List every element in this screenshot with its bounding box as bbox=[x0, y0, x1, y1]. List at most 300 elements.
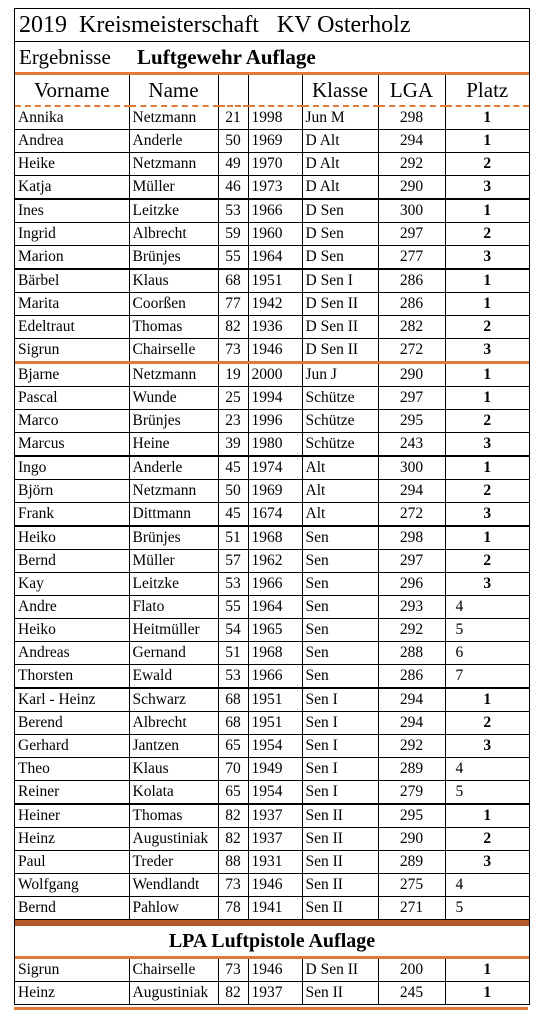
name-cell: Thomas bbox=[129, 316, 218, 339]
lga-score-cell: 295 bbox=[378, 804, 445, 828]
name-cell: Anderle bbox=[129, 456, 218, 480]
platz-cell: 1 bbox=[445, 106, 529, 130]
klasse-cell: Alt bbox=[302, 480, 378, 503]
subtitle-discipline: Luftgewehr Auflage bbox=[137, 45, 316, 69]
age-cell: 23 bbox=[218, 410, 248, 433]
age-cell: 45 bbox=[218, 456, 248, 480]
klasse-cell: D Alt bbox=[302, 176, 378, 200]
year-cell: 1966 bbox=[248, 199, 302, 223]
platz-cell: 7 bbox=[445, 665, 529, 689]
vorname-cell: Marion bbox=[15, 246, 129, 270]
klasse-cell: Sen I bbox=[302, 688, 378, 712]
klasse-cell: Sen bbox=[302, 550, 378, 573]
vorname-cell: Katja bbox=[15, 176, 129, 200]
platz-cell: 4 bbox=[445, 596, 529, 619]
vorname-cell: Thorsten bbox=[15, 665, 129, 689]
platz-cell: 2 bbox=[445, 223, 529, 246]
vorname-cell: Kay bbox=[15, 573, 129, 596]
platz-cell: 1 bbox=[445, 199, 529, 223]
table-row bbox=[15, 959, 529, 982]
klasse-cell: D Sen II bbox=[302, 316, 378, 339]
name-cell: Müller bbox=[129, 176, 218, 200]
age-cell: 65 bbox=[218, 735, 248, 758]
vorname-cell: Heinz bbox=[15, 828, 129, 851]
platz-cell: 1 bbox=[445, 456, 529, 480]
vorname-cell: Bjarne bbox=[15, 363, 129, 387]
col-header-klasse: Klasse bbox=[302, 75, 378, 106]
name-cell: Netzmann bbox=[129, 153, 218, 176]
klasse-cell: D Sen II bbox=[302, 293, 378, 316]
platz-cell: 3 bbox=[445, 851, 529, 874]
age-cell: 53 bbox=[218, 665, 248, 689]
klasse-cell: Sen bbox=[302, 665, 378, 689]
name-cell: Klaus bbox=[129, 269, 218, 293]
lga-score-cell: 290 bbox=[378, 176, 445, 200]
age-cell: 46 bbox=[218, 176, 248, 200]
table-row bbox=[15, 619, 529, 642]
lga-score-cell: 282 bbox=[378, 316, 445, 339]
name-cell: Gernand bbox=[129, 642, 218, 665]
klasse-cell: Sen II bbox=[302, 851, 378, 874]
name-cell: Ewald bbox=[129, 665, 218, 689]
year-cell: 1946 bbox=[248, 339, 302, 363]
table-row bbox=[15, 269, 529, 293]
platz-cell: 4 bbox=[445, 874, 529, 897]
table-row bbox=[15, 735, 529, 758]
table-row bbox=[15, 804, 529, 828]
vorname-cell: Marco bbox=[15, 410, 129, 433]
name-cell: Dittmann bbox=[129, 503, 218, 527]
page-title: 2019 Kreismeisterschaft KV Osterholz bbox=[15, 8, 529, 42]
vorname-cell: Wolfgang bbox=[15, 874, 129, 897]
lga-score-cell: 245 bbox=[378, 982, 445, 1005]
table-row bbox=[15, 199, 529, 223]
lga-score-cell: 294 bbox=[378, 130, 445, 153]
name-cell: Klaus bbox=[129, 758, 218, 781]
year-cell: 1994 bbox=[248, 387, 302, 410]
col-header-lga: LGA bbox=[378, 75, 445, 106]
vorname-cell: Bernd bbox=[15, 550, 129, 573]
name-cell: Chairselle bbox=[129, 959, 218, 982]
year-cell: 1968 bbox=[248, 642, 302, 665]
platz-cell: 3 bbox=[445, 573, 529, 596]
age-cell: 53 bbox=[218, 199, 248, 223]
klasse-cell: Jun M bbox=[302, 106, 378, 130]
lga-score-cell: 271 bbox=[378, 897, 445, 920]
year-cell: 1931 bbox=[248, 851, 302, 874]
year-cell: 1951 bbox=[248, 688, 302, 712]
year-cell: 1973 bbox=[248, 176, 302, 200]
age-cell: 21 bbox=[218, 106, 248, 130]
year-cell: 1970 bbox=[248, 153, 302, 176]
platz-cell: 5 bbox=[445, 619, 529, 642]
year-cell: 1960 bbox=[248, 223, 302, 246]
klasse-cell: Sen II bbox=[302, 828, 378, 851]
year-cell: 1964 bbox=[248, 596, 302, 619]
platz-cell: 1 bbox=[445, 387, 529, 410]
platz-cell: 1 bbox=[445, 363, 529, 387]
platz-cell: 5 bbox=[445, 781, 529, 805]
name-cell: Brünjes bbox=[129, 410, 218, 433]
klasse-cell: Sen II bbox=[302, 874, 378, 897]
platz-cell: 2 bbox=[445, 712, 529, 735]
name-cell: Netzmann bbox=[129, 363, 218, 387]
table-row bbox=[15, 712, 529, 735]
platz-cell: 3 bbox=[445, 339, 529, 363]
name-cell: Chairselle bbox=[129, 339, 218, 363]
klasse-cell: Schütze bbox=[302, 387, 378, 410]
vorname-cell: Berend bbox=[15, 712, 129, 735]
lga-score-cell: 298 bbox=[378, 526, 445, 550]
year-cell: 1974 bbox=[248, 456, 302, 480]
platz-cell: 1 bbox=[445, 982, 529, 1005]
klasse-cell: Sen bbox=[302, 619, 378, 642]
klasse-cell: D Alt bbox=[302, 153, 378, 176]
lga-score-cell: 286 bbox=[378, 293, 445, 316]
name-cell: Wunde bbox=[129, 387, 218, 410]
table-row bbox=[15, 106, 529, 130]
name-cell: Treder bbox=[129, 851, 218, 874]
klasse-cell: Sen I bbox=[302, 758, 378, 781]
table-row bbox=[15, 642, 529, 665]
table-row bbox=[15, 316, 529, 339]
lga-score-cell: 277 bbox=[378, 246, 445, 270]
table-row bbox=[15, 851, 529, 874]
age-cell: 50 bbox=[218, 130, 248, 153]
name-cell: Schwarz bbox=[129, 688, 218, 712]
lga-score-cell: 272 bbox=[378, 503, 445, 527]
table-row bbox=[15, 503, 529, 527]
year-cell: 1674 bbox=[248, 503, 302, 527]
lga-score-cell: 272 bbox=[378, 339, 445, 363]
year-cell: 1937 bbox=[248, 982, 302, 1005]
table-row bbox=[15, 665, 529, 689]
name-cell: Albrecht bbox=[129, 712, 218, 735]
year-cell: 2000 bbox=[248, 363, 302, 387]
vorname-cell: Gerhard bbox=[15, 735, 129, 758]
table-row bbox=[15, 410, 529, 433]
col-header-age bbox=[218, 75, 248, 106]
table-row bbox=[15, 781, 529, 805]
lpa-results-body bbox=[15, 959, 529, 1005]
platz-cell: 6 bbox=[445, 642, 529, 665]
name-cell: Netzmann bbox=[129, 106, 218, 130]
age-cell: 25 bbox=[218, 387, 248, 410]
vorname-cell: Pascal bbox=[15, 387, 129, 410]
platz-cell: 2 bbox=[445, 410, 529, 433]
year-cell: 1936 bbox=[248, 316, 302, 339]
year-cell: 1966 bbox=[248, 665, 302, 689]
lga-score-cell: 286 bbox=[378, 269, 445, 293]
results-sheet bbox=[14, 8, 530, 1005]
platz-cell: 2 bbox=[445, 153, 529, 176]
table-row bbox=[15, 688, 529, 712]
vorname-cell: Ines bbox=[15, 199, 129, 223]
age-cell: 68 bbox=[218, 688, 248, 712]
lga-score-cell: 294 bbox=[378, 688, 445, 712]
klasse-cell: D Alt bbox=[302, 130, 378, 153]
age-cell: 51 bbox=[218, 642, 248, 665]
lga-score-cell: 292 bbox=[378, 619, 445, 642]
vorname-cell: Frank bbox=[15, 503, 129, 527]
platz-cell: 2 bbox=[445, 316, 529, 339]
vorname-cell: Heiko bbox=[15, 619, 129, 642]
vorname-cell: Heiko bbox=[15, 526, 129, 550]
table-row bbox=[15, 339, 529, 363]
table-row bbox=[15, 874, 529, 897]
klasse-cell: Jun J bbox=[302, 363, 378, 387]
vorname-cell: Marcus bbox=[15, 433, 129, 457]
vorname-cell: Bärbel bbox=[15, 269, 129, 293]
platz-cell: 3 bbox=[445, 735, 529, 758]
age-cell: 50 bbox=[218, 480, 248, 503]
year-cell: 1968 bbox=[248, 526, 302, 550]
name-cell: Müller bbox=[129, 550, 218, 573]
year-cell: 1949 bbox=[248, 758, 302, 781]
name-cell: Pahlow bbox=[129, 897, 218, 920]
age-cell: 49 bbox=[218, 153, 248, 176]
vorname-cell: Heike bbox=[15, 153, 129, 176]
lga-score-cell: 290 bbox=[378, 363, 445, 387]
lga-results-table bbox=[15, 75, 529, 920]
age-cell: 78 bbox=[218, 897, 248, 920]
name-cell: Kolata bbox=[129, 781, 218, 805]
klasse-cell: Alt bbox=[302, 503, 378, 527]
platz-cell: 3 bbox=[445, 246, 529, 270]
vorname-cell: Heiner bbox=[15, 804, 129, 828]
lpa-section-title: LPA Luftpistole Auflage bbox=[15, 920, 529, 959]
name-cell: Brünjes bbox=[129, 526, 218, 550]
platz-cell: 2 bbox=[445, 828, 529, 851]
bottom-orange-rule bbox=[14, 1007, 528, 1010]
name-cell: Jantzen bbox=[129, 735, 218, 758]
lpa-results-table bbox=[15, 959, 529, 1005]
table-row bbox=[15, 363, 529, 387]
name-cell: Coorßen bbox=[129, 293, 218, 316]
year-cell: 1998 bbox=[248, 106, 302, 130]
table-row bbox=[15, 758, 529, 781]
table-row bbox=[15, 526, 529, 550]
platz-cell: 3 bbox=[445, 503, 529, 527]
year-cell: 1965 bbox=[248, 619, 302, 642]
klasse-cell: Alt bbox=[302, 456, 378, 480]
klasse-cell: D Sen II bbox=[302, 959, 378, 982]
lga-score-cell: 279 bbox=[378, 781, 445, 805]
vorname-cell: Ingrid bbox=[15, 223, 129, 246]
vorname-cell: Ingo bbox=[15, 456, 129, 480]
name-cell: Flato bbox=[129, 596, 218, 619]
name-cell: Leitzke bbox=[129, 573, 218, 596]
vorname-cell: Karl - Heinz bbox=[15, 688, 129, 712]
age-cell: 82 bbox=[218, 804, 248, 828]
platz-cell: 3 bbox=[445, 176, 529, 200]
lga-score-cell: 294 bbox=[378, 712, 445, 735]
lga-score-cell: 294 bbox=[378, 480, 445, 503]
age-cell: 51 bbox=[218, 526, 248, 550]
year-cell: 1941 bbox=[248, 897, 302, 920]
year-cell: 1954 bbox=[248, 735, 302, 758]
age-cell: 54 bbox=[218, 619, 248, 642]
platz-cell: 1 bbox=[445, 130, 529, 153]
name-cell: Netzmann bbox=[129, 480, 218, 503]
klasse-cell: Sen I bbox=[302, 735, 378, 758]
table-row bbox=[15, 596, 529, 619]
year-cell: 1946 bbox=[248, 959, 302, 982]
year-cell: 1964 bbox=[248, 246, 302, 270]
klasse-cell: Sen II bbox=[302, 982, 378, 1005]
klasse-cell: Sen bbox=[302, 573, 378, 596]
platz-cell: 1 bbox=[445, 293, 529, 316]
age-cell: 68 bbox=[218, 269, 248, 293]
subtitle-prefix: Ergebnisse bbox=[19, 45, 138, 69]
year-cell: 1942 bbox=[248, 293, 302, 316]
klasse-cell: Schütze bbox=[302, 410, 378, 433]
table-row bbox=[15, 456, 529, 480]
name-cell: Heitmüller bbox=[129, 619, 218, 642]
platz-cell: 2 bbox=[445, 550, 529, 573]
year-cell: 1937 bbox=[248, 804, 302, 828]
age-cell: 73 bbox=[218, 874, 248, 897]
lga-score-cell: 286 bbox=[378, 665, 445, 689]
col-header-vorname: Vorname bbox=[15, 75, 129, 106]
col-header-year bbox=[248, 75, 302, 106]
vorname-cell: Sigrun bbox=[15, 959, 129, 982]
age-cell: 82 bbox=[218, 828, 248, 851]
age-cell: 82 bbox=[218, 316, 248, 339]
lga-results-body bbox=[15, 106, 529, 920]
year-cell: 1954 bbox=[248, 781, 302, 805]
table-row bbox=[15, 480, 529, 503]
lga-score-cell: 298 bbox=[378, 106, 445, 130]
klasse-cell: D Sen bbox=[302, 246, 378, 270]
age-cell: 57 bbox=[218, 550, 248, 573]
vorname-cell: Björn bbox=[15, 480, 129, 503]
year-cell: 1951 bbox=[248, 712, 302, 735]
name-cell: Albrecht bbox=[129, 223, 218, 246]
platz-cell: 1 bbox=[445, 804, 529, 828]
klasse-cell: Sen II bbox=[302, 897, 378, 920]
age-cell: 59 bbox=[218, 223, 248, 246]
col-header-platz: Platz bbox=[445, 75, 529, 106]
platz-cell: 5 bbox=[445, 897, 529, 920]
platz-cell: 1 bbox=[445, 688, 529, 712]
name-cell: Heine bbox=[129, 433, 218, 457]
lga-score-cell: 289 bbox=[378, 758, 445, 781]
klasse-cell: D Sen II bbox=[302, 339, 378, 363]
lga-score-cell: 292 bbox=[378, 153, 445, 176]
vorname-cell: Marita bbox=[15, 293, 129, 316]
year-cell: 1980 bbox=[248, 433, 302, 457]
name-cell: Leitzke bbox=[129, 199, 218, 223]
name-cell: Wendlandt bbox=[129, 874, 218, 897]
age-cell: 55 bbox=[218, 246, 248, 270]
column-header-row bbox=[15, 75, 529, 106]
lga-score-cell: 297 bbox=[378, 550, 445, 573]
lga-score-cell: 295 bbox=[378, 410, 445, 433]
year-cell: 1996 bbox=[248, 410, 302, 433]
year-cell: 1946 bbox=[248, 874, 302, 897]
vorname-cell: Andrea bbox=[15, 130, 129, 153]
platz-cell: 1 bbox=[445, 269, 529, 293]
klasse-cell: Sen bbox=[302, 526, 378, 550]
platz-cell: 2 bbox=[445, 480, 529, 503]
table-row bbox=[15, 293, 529, 316]
year-cell: 1966 bbox=[248, 573, 302, 596]
lga-score-cell: 289 bbox=[378, 851, 445, 874]
vorname-cell: Reiner bbox=[15, 781, 129, 805]
name-cell: Thomas bbox=[129, 804, 218, 828]
vorname-cell: Edeltraut bbox=[15, 316, 129, 339]
klasse-cell: Sen II bbox=[302, 804, 378, 828]
year-cell: 1969 bbox=[248, 480, 302, 503]
table-row bbox=[15, 387, 529, 410]
year-cell: 1937 bbox=[248, 828, 302, 851]
age-cell: 68 bbox=[218, 712, 248, 735]
name-cell: Anderle bbox=[129, 130, 218, 153]
vorname-cell: Theo bbox=[15, 758, 129, 781]
table-row bbox=[15, 223, 529, 246]
klasse-cell: D Sen bbox=[302, 223, 378, 246]
lga-score-cell: 290 bbox=[378, 828, 445, 851]
klasse-cell: Sen I bbox=[302, 712, 378, 735]
vorname-cell: Heinz bbox=[15, 982, 129, 1005]
lga-score-cell: 243 bbox=[378, 433, 445, 457]
age-cell: 55 bbox=[218, 596, 248, 619]
age-cell: 82 bbox=[218, 982, 248, 1005]
vorname-cell: Sigrun bbox=[15, 339, 129, 363]
age-cell: 70 bbox=[218, 758, 248, 781]
table-row bbox=[15, 153, 529, 176]
age-cell: 73 bbox=[218, 339, 248, 363]
age-cell: 53 bbox=[218, 573, 248, 596]
age-cell: 45 bbox=[218, 503, 248, 527]
name-cell: Augustiniak bbox=[129, 828, 218, 851]
table-row bbox=[15, 982, 529, 1005]
lga-score-cell: 300 bbox=[378, 456, 445, 480]
klasse-cell: Sen bbox=[302, 596, 378, 619]
year-cell: 1951 bbox=[248, 269, 302, 293]
table-row bbox=[15, 897, 529, 920]
table-row bbox=[15, 828, 529, 851]
table-row bbox=[15, 433, 529, 457]
klasse-cell: D Sen I bbox=[302, 269, 378, 293]
lga-score-cell: 292 bbox=[378, 735, 445, 758]
lga-score-cell: 293 bbox=[378, 596, 445, 619]
year-cell: 1962 bbox=[248, 550, 302, 573]
lga-score-cell: 297 bbox=[378, 387, 445, 410]
lga-score-cell: 297 bbox=[378, 223, 445, 246]
vorname-cell: Andreas bbox=[15, 642, 129, 665]
name-cell: Augustiniak bbox=[129, 982, 218, 1005]
table-row bbox=[15, 130, 529, 153]
col-header-name: Name bbox=[129, 75, 218, 106]
lga-score-cell: 200 bbox=[378, 959, 445, 982]
age-cell: 73 bbox=[218, 959, 248, 982]
lga-score-cell: 288 bbox=[378, 642, 445, 665]
klasse-cell: Sen bbox=[302, 642, 378, 665]
table-row bbox=[15, 573, 529, 596]
klasse-cell: D Sen bbox=[302, 199, 378, 223]
age-cell: 19 bbox=[218, 363, 248, 387]
vorname-cell: Bernd bbox=[15, 897, 129, 920]
vorname-cell: Paul bbox=[15, 851, 129, 874]
table-row bbox=[15, 550, 529, 573]
subtitle-row bbox=[15, 42, 529, 75]
lga-score-cell: 300 bbox=[378, 199, 445, 223]
klasse-cell: Schütze bbox=[302, 433, 378, 457]
platz-cell: 1 bbox=[445, 959, 529, 982]
vorname-cell: Andre bbox=[15, 596, 129, 619]
